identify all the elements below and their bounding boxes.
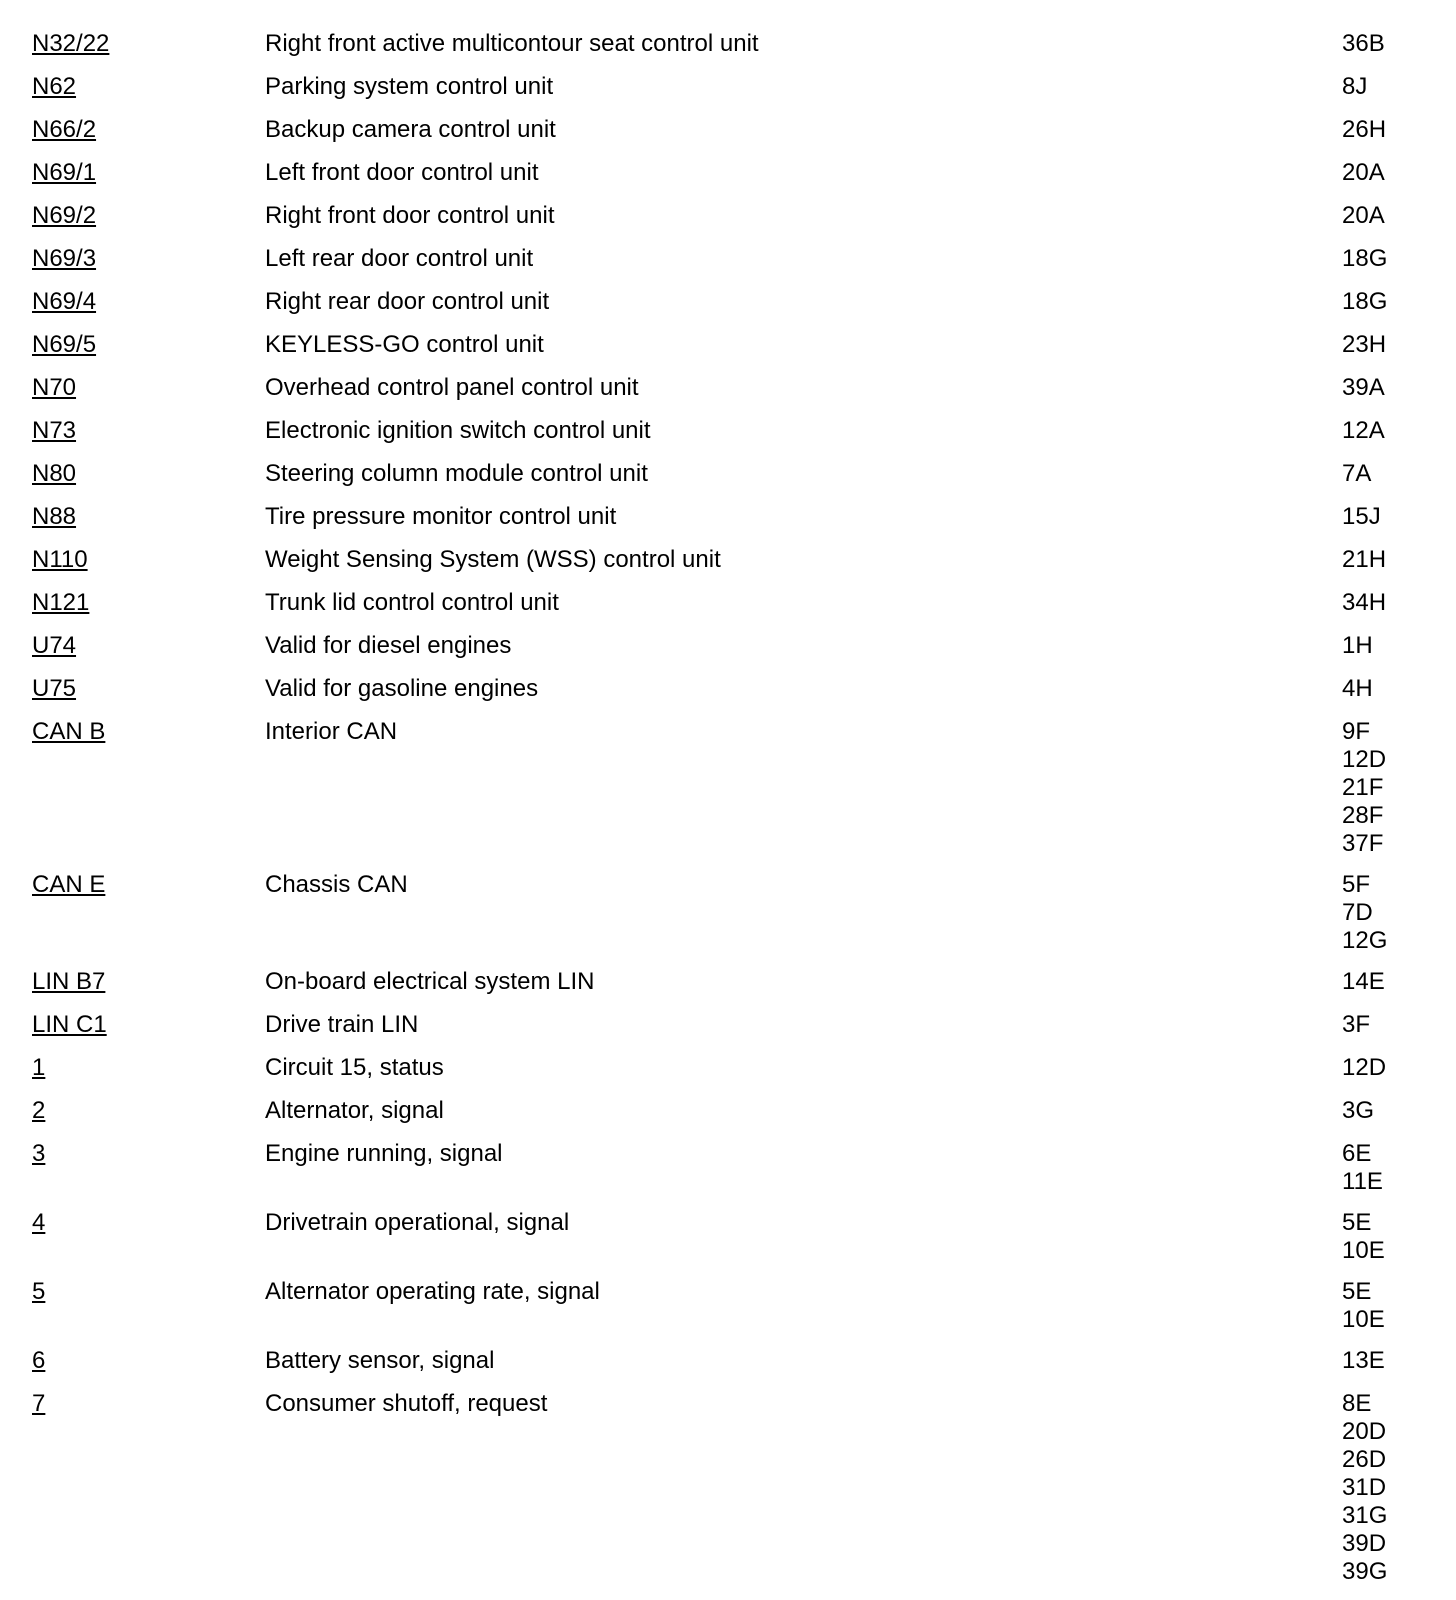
legend-row [32,1011,1432,1054]
legend-row [32,1278,1432,1347]
legend-row [32,202,1432,245]
component-code-link[interactable]: 5 [32,1278,46,1305]
component-code-link[interactable]: 4 [32,1209,46,1236]
grid-reference: 20A [1342,202,1385,229]
grid-references [1342,871,1432,955]
grid-reference: 3F [1342,1011,1371,1038]
grid-references [1342,288,1432,316]
component-description: Engine running, signal [265,1140,503,1167]
grid-reference: 18G [1342,288,1388,315]
grid-reference: 31D [1342,1474,1387,1501]
legend-row [32,632,1432,675]
component-code-link[interactable]: 2 [32,1097,46,1124]
component-description: Tire pressure monitor control unit [265,503,617,530]
grid-reference: 39A [1342,374,1385,401]
legend-row [32,159,1432,202]
component-description: Weight Sensing System (WSS) control unit [265,546,721,573]
grid-references [1342,589,1432,617]
legend-row [32,417,1432,460]
component-code-link[interactable]: 6 [32,1347,46,1374]
component-description: Right front active multicontour seat control unit [265,30,759,57]
grid-references [1342,1011,1432,1039]
grid-reference: 8E [1342,1390,1372,1417]
legend-row [32,1347,1432,1390]
grid-reference: 11E [1342,1168,1383,1195]
component-code-link[interactable]: N32/22 [32,30,110,57]
grid-reference: 7D [1342,899,1373,926]
grid-references [1342,968,1432,996]
legend-row [32,116,1432,159]
component-code-link[interactable]: LIN B7 [32,968,106,995]
grid-references [1342,503,1432,531]
legend-row [32,288,1432,331]
component-code-link[interactable]: N70 [32,374,77,401]
legend-row [32,374,1432,417]
legend-row [32,1390,1432,1599]
grid-reference: 18G [1342,245,1388,272]
grid-references [1342,1140,1432,1196]
legend-row [32,460,1432,503]
grid-reference: 15J [1342,503,1381,530]
grid-reference: 14E [1342,968,1385,995]
component-code-link[interactable]: N69/5 [32,331,97,358]
grid-reference: 12A [1342,417,1385,444]
component-code-link[interactable]: N80 [32,460,77,487]
component-description: Left front door control unit [265,159,539,186]
grid-references [1342,73,1432,101]
grid-references [1342,1347,1432,1375]
component-code-link[interactable]: N62 [32,73,77,100]
grid-reference: 1H [1342,632,1373,659]
grid-references [1342,374,1432,402]
grid-reference: 5F [1342,871,1371,898]
component-description: Overhead control panel control unit [265,374,639,401]
grid-reference: 36B [1342,30,1385,57]
component-description: Alternator operating rate, signal [265,1278,600,1305]
grid-references [1342,417,1432,445]
grid-reference: 21F [1342,774,1384,801]
grid-references [1342,1390,1432,1586]
component-code-link[interactable]: 3 [32,1140,46,1167]
component-description: Drive train LIN [265,1011,419,1038]
grid-reference: 20D [1342,1418,1387,1445]
legend-row [32,1209,1432,1278]
grid-references [1342,116,1432,144]
legend-row [32,1097,1432,1140]
grid-reference: 26D [1342,1446,1387,1473]
grid-reference: 7A [1342,460,1372,487]
component-description: Right front door control unit [265,202,555,229]
component-description: Trunk lid control control unit [265,589,559,616]
component-description: On-board electrical system LIN [265,968,595,995]
legend-row [32,675,1432,718]
legend-row [32,1140,1432,1209]
grid-reference: 39D [1342,1530,1387,1557]
grid-reference: 5E [1342,1278,1372,1305]
component-code-link[interactable]: N88 [32,503,77,530]
grid-references [1342,331,1432,359]
grid-reference: 9F [1342,718,1371,745]
grid-reference: 8J [1342,73,1368,100]
component-description: Right rear door control unit [265,288,550,315]
component-code-link[interactable]: U75 [32,675,77,702]
grid-references [1342,1097,1432,1125]
component-description: Interior CAN [265,718,398,745]
component-code-link[interactable]: CAN E [32,871,106,898]
grid-references [1342,632,1432,660]
grid-reference: 10E [1342,1306,1385,1333]
grid-reference: 4H [1342,675,1373,702]
legend-row [32,546,1432,589]
legend-row [32,871,1432,968]
grid-reference: 12D [1342,746,1387,773]
grid-reference: 34H [1342,589,1387,616]
legend-row [32,245,1432,288]
component-code-link[interactable]: N73 [32,417,77,444]
grid-reference: 6E [1342,1140,1372,1167]
component-code-link[interactable]: U74 [32,632,77,659]
legend-row [32,718,1432,871]
grid-references [1342,546,1432,574]
grid-references [1342,1209,1432,1265]
grid-references [1342,245,1432,273]
grid-references [1342,1278,1432,1334]
component-code-link[interactable]: N66/2 [32,116,97,143]
grid-references [1342,460,1432,488]
component-description: Valid for diesel engines [265,632,512,659]
component-description: Steering column module control unit [265,460,648,487]
grid-reference: 39G [1342,1558,1388,1585]
grid-references [1342,1054,1432,1082]
component-description: Battery sensor, signal [265,1347,495,1374]
component-code-link[interactable]: N69/3 [32,245,97,272]
component-description: Backup camera control unit [265,116,556,143]
component-description: Left rear door control unit [265,245,534,272]
component-description: Consumer shutoff, request [265,1390,548,1417]
grid-reference: 26H [1342,116,1387,143]
grid-references [1342,202,1432,230]
component-code-link[interactable]: N121 [32,589,90,616]
grid-references [1342,675,1432,703]
grid-reference: 5E [1342,1209,1372,1236]
component-code-link[interactable]: LIN C1 [32,1011,107,1038]
grid-references [1342,718,1432,858]
grid-references [1342,159,1432,187]
grid-reference: 37F [1342,830,1384,857]
component-code-link[interactable]: CAN B [32,718,106,745]
legend-row [32,1054,1432,1097]
grid-reference: 10E [1342,1237,1385,1264]
legend-row [32,503,1432,546]
component-description: Alternator, signal [265,1097,444,1124]
component-code-link[interactable]: N110 [32,546,88,573]
legend-row [32,968,1432,1011]
component-code-link[interactable]: 1 [32,1054,46,1081]
grid-reference: 12D [1342,1054,1387,1081]
grid-reference: 13E [1342,1347,1385,1374]
grid-reference: 3G [1342,1097,1375,1124]
component-code-link[interactable]: N69/2 [32,202,97,229]
legend-row [32,331,1432,374]
component-code-link[interactable]: 7 [32,1390,46,1417]
grid-reference: 21H [1342,546,1387,573]
grid-reference: 12G [1342,927,1388,954]
legend-row [32,73,1432,116]
component-code-link[interactable]: N69/4 [32,288,97,315]
grid-references [1342,30,1432,58]
grid-reference: 28F [1342,802,1384,829]
legend-row [32,30,1432,73]
component-description: Drivetrain operational, signal [265,1209,570,1236]
legend-table [32,30,1432,1599]
component-description: KEYLESS-GO control unit [265,331,544,358]
grid-reference: 20A [1342,159,1385,186]
grid-reference: 23H [1342,331,1387,358]
grid-reference: 31G [1342,1502,1388,1529]
component-description: Chassis CAN [265,871,408,898]
component-code-link[interactable]: N69/1 [32,159,97,186]
component-description: Parking system control unit [265,73,554,100]
component-description: Circuit 15, status [265,1054,444,1081]
component-description: Electronic ignition switch control unit [265,417,651,444]
legend-row [32,589,1432,632]
component-description: Valid for gasoline engines [265,675,539,702]
